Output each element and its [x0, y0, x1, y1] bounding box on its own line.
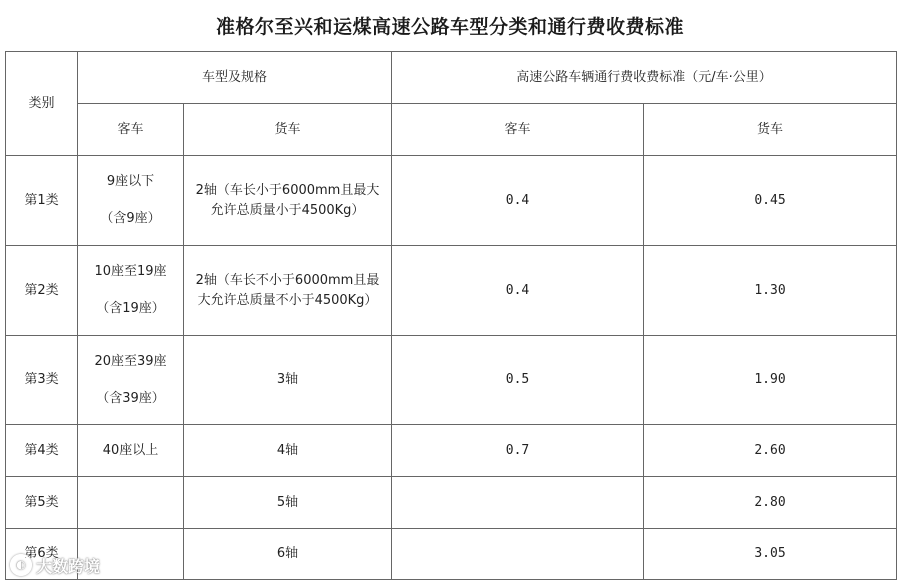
row-freight: 3轴: [184, 336, 392, 425]
table-row: [6, 246, 897, 336]
passenger-line: （含39座）: [96, 390, 165, 406]
header-category: 类别: [6, 52, 78, 156]
header-passenger: 客车: [78, 104, 184, 156]
header-toll-freight: 货车: [644, 104, 897, 156]
row-toll-freight: 1.30: [644, 246, 897, 336]
row-toll-passenger: 0.4: [392, 156, 644, 246]
row-toll-passenger: 0.7: [392, 425, 644, 477]
row-category: 第4类: [6, 425, 78, 477]
row-passenger: 40座以上: [78, 425, 184, 477]
freight-line: 大允许总质量不小于4500Kg）: [197, 292, 378, 308]
row-category: 第3类: [6, 336, 78, 425]
row-toll-passenger: [392, 529, 644, 580]
passenger-line: （含9座）: [100, 211, 161, 226]
row-toll-freight: 3.05: [644, 529, 897, 580]
passenger-line: （含19座）: [96, 301, 165, 316]
toll-table: [5, 51, 897, 580]
row-freight: 6轴: [184, 529, 392, 580]
table-row: [6, 477, 897, 529]
passenger-line: 20座至39座: [94, 353, 167, 369]
page-title: 准格尔至兴和运煤高速公路车型分类和通行费收费标准: [215, 16, 684, 38]
row-category: 第1类: [6, 156, 78, 246]
row-toll-freight: 2.80: [644, 477, 897, 529]
row-toll-freight: 2.60: [644, 425, 897, 477]
row-freight: 4轴: [184, 425, 392, 477]
row-freight: [184, 156, 392, 246]
row-freight: 5轴: [184, 477, 392, 529]
watermark-text: 大数跨境: [36, 556, 101, 576]
row-passenger: [78, 156, 184, 246]
header-freight: 货车: [184, 104, 392, 156]
table-row: [6, 336, 897, 425]
freight-line: 2轴（车长小于6000mm且最大: [195, 182, 380, 198]
passenger-line: 9座以下: [106, 174, 155, 189]
row-passenger: [78, 336, 184, 425]
row-toll-freight: 1.90: [644, 336, 897, 425]
row-toll-freight: 0.45: [644, 156, 897, 246]
header-vehicle-spec: 车型及规格: [78, 52, 392, 104]
brand-logo-icon: ◐: [10, 554, 32, 576]
row-toll-passenger: 0.4: [392, 246, 644, 336]
header-toll-passenger: 客车: [392, 104, 644, 156]
row-freight: [184, 246, 392, 336]
row-toll-passenger: [392, 477, 644, 529]
header-toll-standard: 高速公路车辆通行费收费标准（元/车·公里）: [392, 52, 897, 104]
table-row: [6, 529, 897, 580]
row-category: 第5类: [6, 477, 78, 529]
table-row: [6, 425, 897, 477]
table-row: [6, 156, 897, 246]
freight-line: 2轴（车长不小于6000mm且最: [195, 272, 380, 288]
header-row-sub: [6, 104, 897, 156]
row-toll-passenger: 0.5: [392, 336, 644, 425]
header-row-top: [6, 52, 897, 104]
freight-line: 允许总质量小于4500Kg）: [210, 202, 365, 218]
passenger-line: 10座至19座: [94, 264, 167, 279]
row-passenger: [78, 477, 184, 529]
row-category: 第2类: [6, 246, 78, 336]
watermark: [10, 553, 100, 577]
row-category: 第6类: [6, 529, 78, 580]
row-passenger: [78, 246, 184, 336]
